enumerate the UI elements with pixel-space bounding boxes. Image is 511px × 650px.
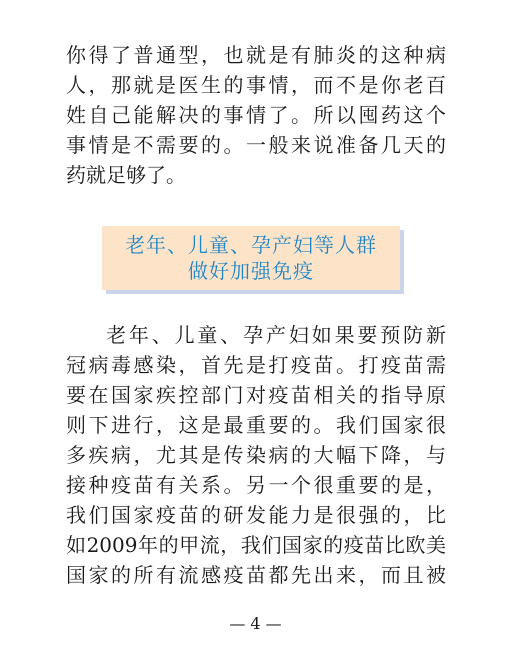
paragraph-line: 接种疫苗有关系。另一个很重要的是， — [66, 473, 446, 497]
paragraph-line: 如2009年的甲流，我们国家的疫苗比欧美 — [66, 533, 446, 557]
page-number: — 4 — — [229, 614, 282, 633]
paragraph-line: 我们国家疫苗的研发能力是很强的，比 — [66, 503, 446, 527]
paragraph-line: 要在国家疾控部门对疫苗相关的指导原 — [66, 383, 446, 407]
paragraph-line: 老年、儿童、孕产妇如果要预防新 — [106, 323, 446, 347]
paragraph-line: 人，那就是医生的事情，而不是你老百 — [66, 73, 446, 97]
paragraph-line: 你得了普通型，也就是有肺炎的这种病 — [66, 43, 446, 67]
section-heading-line-1: 老年、儿童、孕产妇等人群 — [125, 233, 377, 257]
section-heading-line-2: 做好加强免疫 — [188, 259, 314, 283]
paragraph-1 — [66, 40, 446, 190]
paragraph-line: 冠病毒感染，首先是打疫苗。打疫苗需 — [66, 353, 446, 377]
paragraph-line: 药就足够了。 — [66, 163, 186, 187]
paragraph-line: 事情是不需要的。一般来说准备几天的 — [66, 133, 446, 157]
paragraph-line: 国家的所有流感疫苗都先出来，而且被 — [66, 563, 446, 587]
section-heading-box — [102, 226, 400, 290]
paragraph-line: 姓自己能解决的事情了。所以囤药这个 — [66, 103, 446, 127]
paragraph-2 — [66, 320, 446, 590]
paragraph-line: 多疾病，尤其是传染病的大幅下降，与 — [66, 443, 446, 467]
paragraph-line: 则下进行，这是最重要的。我们国家很 — [66, 413, 446, 437]
